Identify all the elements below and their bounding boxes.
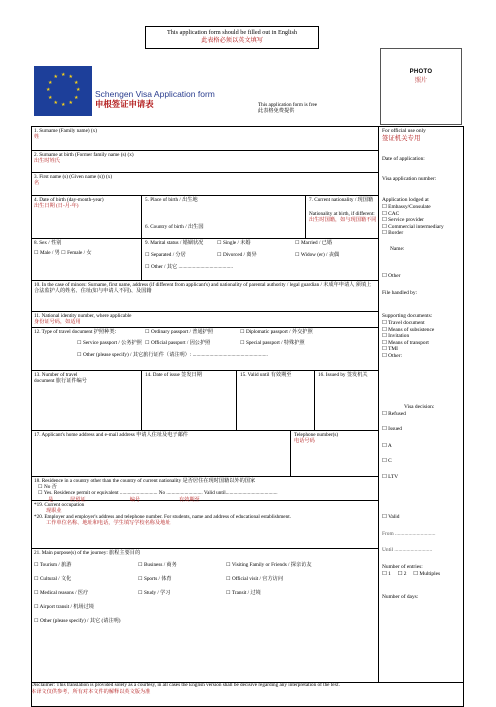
label-nationality-at-birth-cn: 出生时国籍，如与现国籍不同: [309, 217, 377, 224]
field-marital-status: [145, 240, 377, 270]
divider: [290, 430, 291, 476]
option-other[interactable]: ☐ Other / 其它 ..........................................: [145, 264, 233, 270]
eu-star-icon: ★: [46, 88, 51, 93]
label-first-name: 3. First name (s) (Given name (s)) (x): [34, 174, 113, 180]
field-travel-document-number[interactable]: [34, 372, 87, 384]
option-business[interactable]: ☐ Business / 商务: [138, 562, 177, 568]
supporting-option-list: [382, 320, 434, 359]
eu-star-icon: ★: [68, 100, 73, 106]
label-sex: 8. Sex / 性别: [34, 240, 62, 246]
eu-star-icon: ★: [68, 75, 73, 80]
lodged-other[interactable]: ☐ Other: [382, 273, 401, 279]
sidebar-divider: [378, 126, 379, 682]
label-current-occupation-cn: 现职业: [46, 508, 62, 515]
label-residence-other-country: 18. Residence in a country other than the country of current nationality 是否居住在现时国籍以外的国家: [34, 478, 256, 484]
label-date-of-birth-cn: 出生日期 (日-月-年): [34, 203, 79, 210]
eu-star-icon: ★: [73, 95, 79, 101]
option-divorced[interactable]: ☐ Divorced / 离异: [217, 252, 257, 258]
option-official-visit[interactable]: ☐ Official visit / 官方访问: [226, 576, 284, 582]
eu-star-icon: ★: [53, 100, 58, 106]
visa-decision-label: Visa decision:: [404, 404, 435, 410]
label-surname-at-birth-cn: 出生时姓氏: [34, 158, 60, 165]
divider: [31, 150, 378, 151]
sex-options[interactable]: ☐ Male / 男 ☐ Female / 女: [34, 250, 92, 257]
title-english: Schengen Visa Application form: [95, 89, 215, 99]
label-surname: 1. Surname (Family name) (x): [34, 128, 97, 134]
option-visiting-family[interactable]: ☐ Visiting Family or Friends / 探亲访友: [226, 562, 312, 568]
option-other-document[interactable]: ☐ Other (please specify) / 其它旅行证件（请注明）: ..........................................................: [77, 352, 268, 358]
label-place-of-birth: 5. Place of birth / 出生地: [145, 197, 198, 203]
lodged-border[interactable]: ☐ Border: [382, 230, 404, 236]
valid-until-side[interactable]: Until ............................: [382, 547, 433, 553]
disclaimer-english: Disclaimer: This translation is provided solely as a courtesy, in all cases the English version shall be decisive regarding any interpretation of the text.: [31, 682, 340, 688]
label-current-occupation: *19. Current occupation: [34, 502, 85, 508]
label-country-of-birth: 6. Country of birth / 出生国: [145, 224, 204, 230]
free-notice: [258, 102, 317, 114]
visa-application-number: Visa application number:: [382, 176, 437, 182]
label-issued-by: 16. Issued by 签发机关: [318, 372, 368, 378]
field-journey-purpose: [34, 550, 376, 680]
eu-star-icon: ★: [48, 95, 53, 101]
field-first-name[interactable]: [34, 174, 112, 186]
divider: [31, 172, 378, 173]
field-telephone[interactable]: [294, 432, 338, 444]
field-travel-document-type: [34, 329, 376, 369]
option-other-purpose[interactable]: ☐ Other (please specify) / 其它 (请注明): [34, 618, 121, 624]
eu-star-icon: ★: [48, 80, 53, 86]
divider: [305, 195, 306, 238]
lodged-service-provider[interactable]: ☐ Service provider: [382, 217, 424, 223]
field-valid-until[interactable]: [240, 372, 292, 378]
option-sports[interactable]: ☐ Sports / 体育: [138, 576, 172, 582]
option-medical[interactable]: ☐ Medical reasons / 医疗: [34, 590, 89, 596]
number-of-days: Number of days:: [382, 594, 419, 600]
field-date-of-birth[interactable]: [34, 197, 104, 209]
photo-box: [380, 48, 462, 125]
eu-star-icon: ★: [61, 73, 66, 78]
field-country-of-birth[interactable]: [145, 224, 204, 230]
label-minor-guardian: 10. In the case of minors: Surname, first name, address (if different from applicant's) and nationality of parental authority / legal guardian / 未成年申请人 须填上合法监护人的姓名、住址(如与申请人不同)、及国籍: [34, 282, 372, 295]
photo-label: PHOTO: [409, 69, 433, 75]
decision-issued[interactable]: ☐ Issued: [382, 426, 402, 432]
notice-english: This application form should be filled out in English: [167, 29, 297, 36]
label-date-of-birth: 4. Date of birth (day-month-year): [34, 197, 104, 203]
field-surname-at-birth[interactable]: [34, 152, 134, 164]
lodged-option-list: [382, 204, 444, 237]
eu-star-icon: ★: [76, 88, 81, 93]
label-national-id-cn: 身份证号码，如适用: [34, 319, 81, 326]
decision-c[interactable]: ☐ C: [382, 458, 392, 464]
option-tourism[interactable]: ☐ Tourism / 旅游: [34, 562, 72, 568]
file-handled-by: File handled by:: [382, 290, 418, 296]
divider: [31, 311, 378, 312]
number-of-entries-options[interactable]: ☐ 1 ☐ 2 ☐ Multiples: [382, 571, 441, 577]
option-residence-yes[interactable]: ☐ Yes. Residence permit or equivalent ............................. No ............................ Valid until........................................: [38, 490, 278, 497]
label-date-of-issue: 14. Date of issue 签发日期: [145, 372, 202, 378]
field-employer[interactable]: [34, 514, 376, 526]
eu-star-icon: ★: [53, 75, 58, 80]
notice-chinese: 此表格必须以英文填写: [201, 37, 263, 44]
lodged-commercial[interactable]: ☐ Commercial intermediary: [382, 223, 444, 230]
label-employer: *20. Employer and employer's address and telephone number. For students, name and address of educational establishment.: [34, 514, 291, 520]
number-of-entries-label: Number of entries:: [382, 564, 423, 570]
field-place-of-birth[interactable]: [145, 197, 198, 203]
support-means-transport[interactable]: ☐ Means of transport: [382, 339, 429, 346]
official-use-label: For official use only: [382, 128, 426, 134]
divider: [31, 280, 378, 281]
divider: [141, 370, 142, 430]
option-cultural[interactable]: ☐ Cultural / 文化: [34, 576, 72, 582]
option-ordinary-passport[interactable]: ☐ Ordinary passport / 普通护照: [145, 329, 214, 335]
option-widow[interactable]: ☐ Widow (er) / 丧偶: [295, 252, 340, 258]
option-separated[interactable]: ☐ Separated / 分居: [145, 252, 186, 258]
valid-checkbox[interactable]: ☐ Valid: [382, 514, 400, 520]
label-telephone-cn: 电话号码: [294, 438, 315, 445]
option-service-passport[interactable]: ☐ Service passport / 公务护照: [77, 340, 142, 346]
eu-flag-icon: [34, 66, 92, 116]
free-chinese: 此表格免费提供: [258, 108, 295, 114]
field-national-id[interactable]: [34, 313, 131, 325]
title-chinese: 申根签证申请表: [95, 99, 154, 109]
label-employer-cn: 工作单位名称、地址和电话，学生填写学校名称及地址: [46, 520, 171, 527]
field-issued-by[interactable]: [318, 372, 368, 378]
divider: [31, 238, 378, 239]
option-official-passport[interactable]: ☐ Official passport / 因公护照: [145, 340, 211, 346]
label-travel-document-type: 12. Type of travel document 护照种类：: [34, 329, 120, 335]
free-english: This application form is free: [258, 102, 318, 108]
decision-refused[interactable]: ☐ Refused: [382, 411, 406, 417]
support-invitation[interactable]: ☐ Invitation: [382, 333, 410, 339]
divider: [31, 476, 378, 477]
date-of-application: Date of application:: [382, 156, 425, 162]
divider: [31, 548, 378, 549]
valid-from[interactable]: From ..............................: [382, 531, 436, 537]
field-date-of-issue[interactable]: [145, 372, 202, 378]
divider: [31, 370, 378, 371]
option-residence-no[interactable]: ☐ No 否: [38, 484, 57, 491]
label-first-name-cn: 名: [34, 180, 40, 187]
label-national-id: 11. National identity number, where applicable: [34, 313, 132, 319]
label-travel-document-number-2: document 旅行证件编号: [34, 378, 87, 385]
option-study[interactable]: ☐ Study / 学习: [138, 590, 171, 596]
field-current-occupation[interactable]: [34, 502, 84, 514]
decision-ltv[interactable]: ☐ LTV: [382, 474, 399, 480]
label-valid-until: 15. Valid until 有效期至: [240, 372, 292, 378]
option-airport-transit[interactable]: ☐ Airport transit / 机场过境: [34, 604, 94, 610]
form-title: [95, 89, 215, 109]
support-tmi[interactable]: ☐ TMI: [382, 346, 398, 352]
divider: [314, 370, 315, 430]
field-surname[interactable]: [34, 128, 97, 140]
divider: [31, 327, 378, 328]
name-label: Name:: [390, 246, 405, 252]
divider: [236, 370, 237, 430]
option-transit[interactable]: ☐ Transit / 过境: [226, 590, 261, 596]
support-means-subsistence[interactable]: ☐ Means of subsistence: [382, 326, 435, 333]
label-telephone: Telephone number(s): [294, 432, 339, 438]
support-travel-document[interactable]: ☐ Travel document: [382, 320, 425, 326]
supporting-documents-label: Supporting documents:: [382, 313, 433, 319]
divider: [31, 195, 378, 196]
disclaimer: [31, 682, 471, 696]
disclaimer-chinese: 本译文仅供参考，所有对本文件的解释以英文版为准: [31, 689, 151, 695]
english-notice-box: [145, 26, 319, 49]
official-use-label-cn: 签证机关专用: [382, 135, 421, 142]
divider: [141, 195, 142, 280]
option-married[interactable]: ☐ Married / 已婚: [295, 240, 333, 246]
field-current-nationality[interactable]: [309, 197, 377, 224]
eu-star-icon: ★: [73, 80, 79, 86]
field-minor-guardian[interactable]: [34, 282, 374, 294]
label-journey-purpose: 21. Main purpose(s) of the journey: 旅程主要目的: [34, 550, 141, 556]
label-nationality-at-birth: Nationality at birth, if different:: [309, 211, 375, 218]
application-lodged-label: Application lodged at: [382, 197, 429, 203]
option-diplomatic-passport[interactable]: ☐ Diplomatic passport / 外交护照: [240, 329, 313, 335]
support-other[interactable]: ☐ Other:: [382, 352, 402, 359]
option-special-passport[interactable]: ☐ Special passport / 特殊护照: [240, 340, 305, 346]
label-residence-yes-cn: 是 居留证 编号 有效期至: [48, 496, 200, 503]
label-surname-at-birth: 2. Surname at birth (Former family name (s) (x): [34, 152, 134, 158]
divider: [31, 430, 378, 431]
option-single[interactable]: ☐ Single / 未婚: [217, 240, 251, 246]
decision-a[interactable]: ☐ A: [382, 443, 392, 449]
label-current-nationality: 7. Current nationality / 现国籍: [309, 197, 374, 203]
label-home-address: 17. Applicant's home address and e-mail address 申请人住址及电子邮件: [34, 432, 188, 438]
field-residence-other-country: [34, 478, 376, 503]
lodged-cac[interactable]: ☐ CAC: [382, 210, 400, 217]
photo-label-cn: 照片: [414, 78, 427, 84]
lodged-embassy[interactable]: ☐ Embassy/Consulate: [382, 204, 431, 210]
field-home-address[interactable]: [34, 432, 188, 438]
label-travel-document-number: 13. Number of travel: [34, 372, 78, 378]
eu-star-icon: ★: [61, 103, 66, 108]
label-marital-status: 9. Marital status / 婚姻状况: [145, 240, 204, 246]
label-surname-cn: 姓: [34, 134, 40, 141]
field-sex: [34, 240, 92, 256]
